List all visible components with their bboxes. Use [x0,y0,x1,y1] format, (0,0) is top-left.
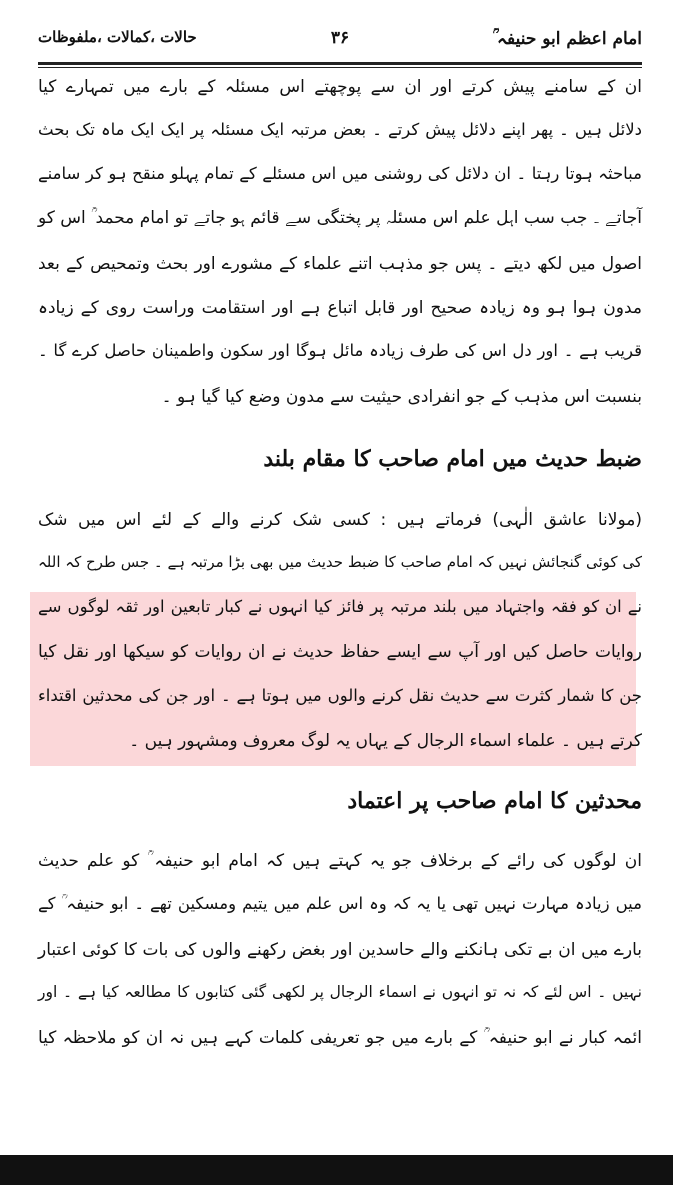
page-number: ۳۶ [330,28,350,48]
header-rule-thin [38,67,642,68]
text-line: نہیں ۔ اس لئے کہ نہ تو انہوں نے اسماء الرجال پر لکھی گئی کتابوں کا مطالعہ کیا ہے ۔ اور [38,983,642,1001]
text-line: ائمہ کبار نے ابو حنیفہ ؒ کے بارے میں جو تعریفی کلمات کہے ہیں نہ ان کو ملاحظہ کیا [38,1028,642,1048]
book-title: امام اعظم ابو حنیفہ ؒ [492,29,642,49]
page-header [38,26,642,62]
text-line: میں زیادہ مہارت نہیں تھی یا یہ کہ وہ اس علم میں یتیم ومسکین تھے ۔ ابو حنیفہ ؒ کے [38,894,642,913]
text-line: بارے میں ان بے تکی ہانکنے والے حاسدین اور بغض رکھنے والوں کی بات کا کوئی اعتبار [38,940,642,960]
text-line: نے ان کو فقہ واجتہاد میں بلند مرتبہ پر فائز کیا انہوں نے کبار تابعین اور ثقہ لوگوں سے [38,597,642,616]
text-line: آجاتے ۔ جب سب اہل علم اس مسئلہ پر پختگی سے قائم ہو جاتے تو امام محمد ؒ اس کو [38,208,642,228]
text-line: ان کے سامنے پیش کرتے اور ان سے پوچھتے اس مسئلہ کے بارے میں تمہارے کیا [38,77,642,97]
text-line: کرتے ہیں ۔ علماء اسماء الرجال کے یہاں یہ لوگ معروف ومشہور ہیں ۔ [129,731,642,751]
text-line: ان لوگوں کی رائے کے برخلاف جو یہ کہتے ہیں کہ امام ابو حنیفہ ؒ کو علم حدیث [38,851,642,871]
text-line: دلائل ہیں ۔ پھر اپنے دلائل پیش کرتے ۔ بعض مرتبہ ایک مسئلہ پر ایک ایک ماہ تک بحث [38,120,642,139]
text-line: جن کا شمار کثرت سے حدیث نقل کرنے والوں میں ہوتا ہے ۔ اور جن کی محدثین اقتداء [38,686,642,705]
text-line: مدون ہوا ہو وہ زیادہ صحیح اور قابل اتباع ہے اور استقامت وراست روی کے زیادہ [38,298,642,318]
section-heading: ضبط حدیث میں امام صاحب کا مقام بلند [263,446,642,472]
text-line: مباحثہ ہوتا رہتا ۔ ان دلائل کی روشنی میں اس مسئلے کے تمام پہلو منقح ہو کر سامنے [38,164,642,183]
header-rule-thick [38,62,642,65]
section-title: حالات ،کمالات ،ملفوظات [38,28,197,46]
bottom-bar [0,1155,673,1185]
text-line: بنسبت اس مذہب کے جو انفرادی حیثیت سے مدون وضع کیا گیا ہو ۔ [161,387,642,407]
section-heading: محدثین کا امام صاحب پر اعتماد [347,788,642,814]
text-line: اصول میں لکھ دیتے ۔ پس جو مذہب اتنے علماء کے مشورے اور بحث وتمحیص کے بعد [38,254,642,274]
text-line: (مولانا عاشق الٰہی) فرماتے ہیں : کسی شک کرنے والے کے لئے اس میں شک [38,510,642,530]
text-line: کی کوئی گنجائش نہیں کہ امام صاحب کا ضبط حدیث میں بھی بڑا مرتبہ ہے ۔ جس طرح کہ اللہ [38,553,642,571]
text-line: قریب ہے ۔ اور دل اس کی طرف زیادہ مائل ہوگا اور سکون واطمینان حاصل کرے گا ۔ [38,341,642,360]
text-line: روایات حاصل کیں اور آپ سے ایسے حفاظ حدیث نے ان روایات کو سیکھا اور نقل کیا [38,642,642,662]
